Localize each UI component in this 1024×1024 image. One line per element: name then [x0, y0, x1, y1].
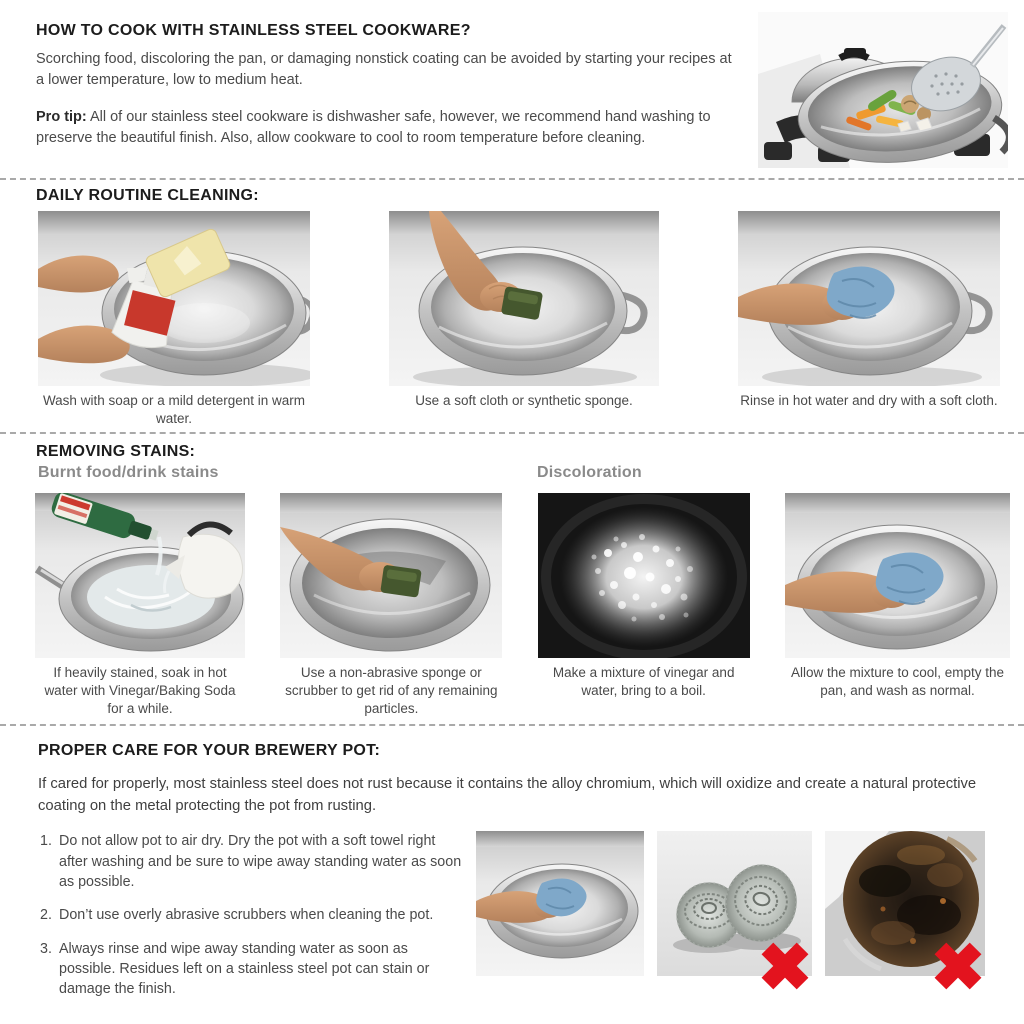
care-tip-1: [40, 831, 464, 892]
care-content: [0, 831, 1024, 999]
section-title-proper-care: PROPER CARE FOR YOUR BREWERY POT:: [38, 742, 381, 759]
pro-tip-label: Pro tip:: [36, 108, 87, 125]
vinegar-pour-pan-photo: [35, 493, 245, 658]
stains-step-3: [538, 493, 750, 700]
sponge-scrub-pan-photo: [280, 493, 502, 658]
stains-step-4: [785, 493, 1010, 700]
section-proper-care: [0, 726, 1024, 999]
green-sponge-pot-photo: [389, 211, 659, 386]
subhead-burnt-stains: Burnt food/drink stains: [38, 464, 219, 481]
subhead-discoloration: Discoloration: [537, 464, 642, 481]
cooking-paragraph: Scorching food, discoloring the pan, or damaging nonstick coating can be avoided by starting your recipes at a lower temperature, low to medium heat.: [36, 51, 732, 89]
spray-soap-pot-photo: [38, 211, 310, 386]
section-how-to-cook: [0, 0, 1024, 178]
daily-step-1: [38, 211, 310, 428]
section-daily-cleaning: [0, 180, 1024, 432]
tip-number: 1.: [40, 833, 52, 850]
section-title-daily-cleaning: DAILY ROUTINE CLEANING:: [36, 187, 259, 204]
stains-step-1: [35, 493, 245, 718]
step-caption: Make a mixture of vinegar and water, bring to a boil.: [552, 665, 735, 698]
forbidden-x-icon: [929, 937, 987, 995]
boiling-mixture-photo: [538, 493, 750, 658]
care-tip-3: [40, 939, 464, 1000]
daily-steps-row: [0, 205, 1024, 428]
section-title-removing-stains: REMOVING STAINS:: [36, 443, 196, 460]
cloth-wipe-pan-photo: [785, 493, 1010, 658]
pro-tip-paragraph: [36, 107, 738, 150]
stains-steps-row: [0, 488, 1024, 718]
stains-step-2: [280, 493, 502, 718]
tip-number: 2.: [40, 907, 52, 924]
burnt-pan-photo: [825, 831, 985, 999]
wok-stirfry-photo: [758, 12, 1008, 168]
towel-dry-pan-photo: [476, 831, 644, 999]
stains-subheadings: [0, 464, 1024, 488]
daily-step-3: [738, 211, 1000, 410]
step-caption: Use a soft cloth or synthetic sponge.: [415, 393, 633, 408]
section-removing-stains: [0, 434, 1024, 724]
tip-text: Don’t use overly abrasive scrubbers when cleaning the pot.: [59, 907, 434, 924]
step-caption: Use a non-abrasive sponge or scrubber to get rid of any remaining particles.: [285, 665, 498, 716]
forbidden-x-icon: [756, 937, 814, 995]
cooking-text-block: [36, 22, 738, 150]
green-sponge: [381, 565, 423, 598]
pro-tip-text: All of our stainless steel cookware is dishwasher safe, however, we recommend hand washing to preserve the beautiful finish. Also, allow cookware to cool to room temperature before cleaning.: [36, 108, 711, 147]
step-caption: Allow the mixture to cool, empty the pan, and wash as normal.: [790, 665, 1005, 698]
care-photos-row: [476, 831, 985, 999]
step-caption: Rinse in hot water and dry with a soft cloth.: [740, 393, 998, 408]
steel-wool-photo: [657, 831, 812, 999]
care-tips-list: [40, 831, 464, 999]
daily-step-2: [389, 211, 659, 410]
tip-text: Do not allow pot to air dry. Dry the pot with a soft towel right after washing and be sure to wipe away standing water as soon as possible.: [59, 833, 462, 890]
step-caption: If heavily stained, soak in hot water with Vinegar/Baking Soda for a while.: [44, 665, 236, 716]
care-intro-paragraph: If cared for properly, most stainless steel does not rust because it contains the alloy chromium, which will oxidize and create a natural protective coating on the metal protecting the pot from rusting.: [38, 776, 977, 815]
section-title-how-to-cook: HOW TO COOK WITH STAINLESS STEEL COOKWARE?: [36, 22, 471, 39]
blue-cloth-pot-photo: [738, 211, 1000, 386]
tip-text: Always rinse and wipe away standing water as soon as possible. Residues left on a stainless steel pot can stain or damage the finish.: [59, 940, 430, 998]
tip-number: 3.: [40, 940, 52, 957]
care-tip-2: [40, 905, 464, 925]
boiling-water: [560, 507, 728, 647]
step-caption: Wash with soap or a mild detergent in warm water.: [42, 393, 306, 426]
